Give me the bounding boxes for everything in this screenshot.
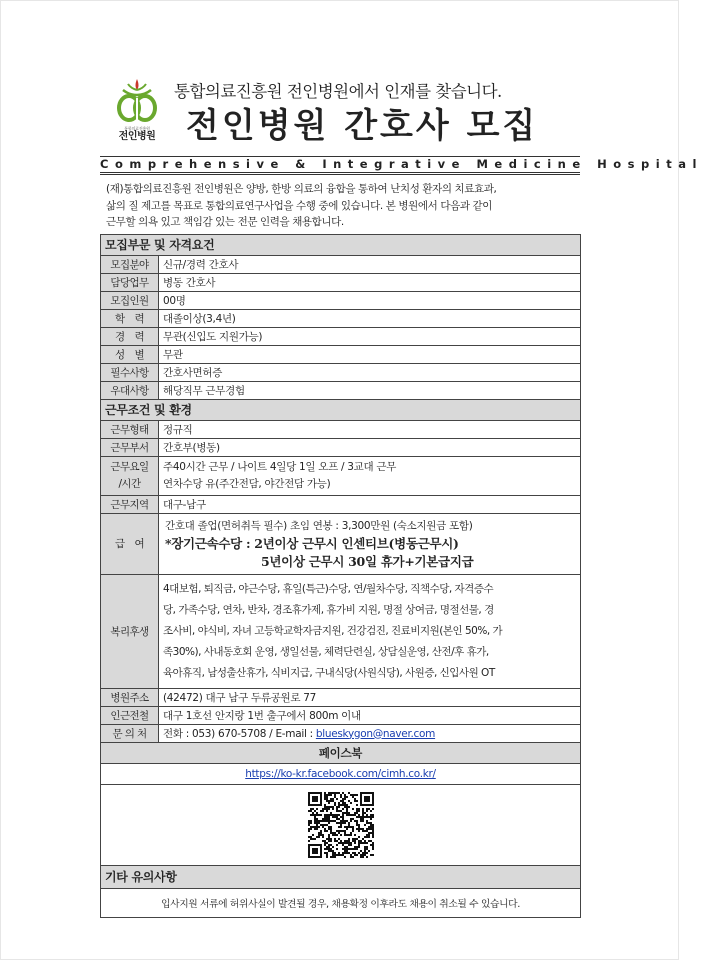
posting-table — [100, 234, 581, 918]
notice-row — [101, 888, 581, 917]
qr-row — [101, 784, 581, 865]
job-posting — [100, 68, 703, 918]
headline: 통합의료진흥원 전인병원에서 인재를 찾습니다. — [174, 82, 502, 101]
row-value — [159, 456, 581, 495]
table-row — [101, 513, 581, 574]
row-value: 병동 간호사 — [159, 273, 581, 291]
row-value: 00명 — [159, 291, 581, 309]
table-row — [101, 309, 581, 327]
salary-incentive-line: 5년이상 근무시 30일 휴가+기본급지급 — [261, 553, 474, 569]
row-label: 학 력 — [101, 309, 159, 327]
intro-line: (재)통합의료진흥원 전인병원은 양방, 한방 의료의 융합을 통하여 난치성 환자의 치료효과, — [106, 183, 497, 195]
row-label: 우대사항 — [101, 381, 159, 399]
table-row — [101, 724, 581, 742]
row-value: 간호사면허증 — [159, 363, 581, 381]
row-value: (42472) 대구 남구 두류공원로 77 — [159, 688, 581, 706]
row-value: 대구 1호선 안지랑 1번 출구에서 800m 이내 — [159, 706, 581, 724]
intro-line: 삶의 질 제고를 목표로 통합의료연구사업을 수행 중에 있습니다. 본 병원에서 다음과 같이 — [106, 199, 492, 212]
facebook-url-cell — [101, 763, 581, 784]
row-value: 신규/경력 간호사 — [159, 255, 581, 273]
row-value: 간호부(병동) — [159, 438, 581, 456]
hospital-logo — [106, 76, 168, 154]
schedule-line: 연차수당 유(주간전담, 야간전담 가능) — [163, 477, 331, 490]
salary-incentive-line: *장기근속수당 : 2년이상 근무시 인센티브(병동근무시) — [165, 535, 459, 551]
table-row — [101, 291, 581, 309]
row-value: 무관 — [159, 345, 581, 363]
row-value: 대구-남구 — [159, 495, 581, 513]
email-link[interactable]: blueskygon@naver.com — [315, 727, 436, 740]
welfare-line: 조사비, 야식비, 자녀 고등학교학자금지원, 건강검진, 진료비지원(본인 50%, 가 — [163, 624, 503, 637]
section-title: 기타 유의사항 — [101, 865, 581, 888]
table-row — [101, 327, 581, 345]
section-etc-header — [101, 865, 581, 888]
schedule-line: 주40시간 근무 / 나이트 4일당 1일 오프 / 3교대 근무 — [163, 460, 397, 473]
row-label: 급 여 — [101, 513, 159, 574]
table-row — [101, 495, 581, 513]
table-row — [101, 273, 581, 291]
row-label-line: 근무요일 — [110, 460, 149, 473]
row-label: 문 의 처 — [101, 724, 159, 742]
row-label-line: /시간 — [118, 477, 141, 490]
row-value: 해당직무 근무경험 — [159, 381, 581, 399]
salary-line: 간호대 졸업(면허취득 필수) 초임 연봉 : 3,300만원 (숙소지원금 포함) — [165, 519, 473, 532]
hospital-english-name: Comprehensive & Integrative Medicine Hospital — [100, 156, 580, 175]
qr-code-icon[interactable] — [308, 792, 374, 858]
row-value: 대졸이상(3,4년) — [159, 309, 581, 327]
table-row — [101, 456, 581, 495]
table-row — [101, 706, 581, 724]
section-recruit-header — [101, 234, 581, 255]
row-label: 모집분야 — [101, 255, 159, 273]
section-conditions-header — [101, 399, 581, 420]
row-label: 근무지역 — [101, 495, 159, 513]
row-label: 경 력 — [101, 327, 159, 345]
table-row — [101, 438, 581, 456]
row-value: 무관(신입도 지원가능) — [159, 327, 581, 345]
row-label: 담당업무 — [101, 273, 159, 291]
row-label — [101, 456, 159, 495]
row-label: 복리후생 — [101, 574, 159, 688]
row-label: 병원주소 — [101, 688, 159, 706]
intro-paragraph — [100, 175, 580, 234]
welfare-line: 육아휴직, 남성출산휴가, 식비지급, 구내식당(사원식당), 사원증, 신입사원 OT — [163, 666, 495, 679]
salary-detail — [159, 513, 581, 574]
section-title: 근무조건 및 환경 — [101, 399, 581, 420]
welfare-line: 당, 가족수당, 연차, 반차, 경조휴가제, 휴가비 지원, 명절 상여금, 명절선물, 경 — [163, 603, 494, 616]
intro-line: 근무할 의욕 있고 책임감 있는 전문 인력을 채용합니다. — [106, 216, 344, 228]
table-row — [101, 420, 581, 438]
table-row — [101, 381, 581, 399]
table-row — [101, 345, 581, 363]
logo-subtitle: 통합의료진흥원 — [124, 126, 150, 131]
contact-phone: 전화 : 053) 670-5708 / E-mail : — [163, 727, 316, 740]
row-label: 인근전철 — [101, 706, 159, 724]
logo-emblem-icon — [114, 76, 160, 126]
table-row — [101, 688, 581, 706]
welfare-detail — [159, 574, 581, 688]
section-title: 페이스북 — [101, 742, 581, 763]
row-label: 필수사항 — [101, 363, 159, 381]
page-title: 전인병원 간호사 모집 — [186, 106, 539, 146]
logo-name: 전인병원 — [118, 131, 156, 142]
welfare-line: 4대보험, 퇴직금, 야근수당, 휴일(특근)수당, 연/월차수당, 직책수당, 자격증수 — [163, 582, 494, 595]
table-row — [101, 255, 581, 273]
facebook-url-row — [101, 763, 581, 784]
facebook-header — [101, 742, 581, 763]
qr-cell — [101, 784, 581, 865]
row-label: 근무부서 — [101, 438, 159, 456]
header — [100, 68, 580, 156]
facebook-link[interactable]: https://ko-kr.facebook.com/cimh.co.kr/ — [245, 767, 436, 780]
notice-text: 입사지원 서류에 허위사실이 발견될 경우, 채용확정 이후라도 채용이 취소될 수 있습니다. — [101, 888, 581, 917]
row-label: 성 별 — [101, 345, 159, 363]
contact-value — [159, 724, 581, 742]
table-row — [101, 574, 581, 688]
row-value: 정규직 — [159, 420, 581, 438]
table-row — [101, 363, 581, 381]
row-label: 모집인원 — [101, 291, 159, 309]
section-title: 모집부문 및 자격요건 — [101, 234, 581, 255]
welfare-line: 족30%), 사내동호회 운영, 생일선물, 체력단련실, 상담실운영, 산전/후 휴가, — [163, 645, 489, 658]
row-label: 근무형태 — [101, 420, 159, 438]
